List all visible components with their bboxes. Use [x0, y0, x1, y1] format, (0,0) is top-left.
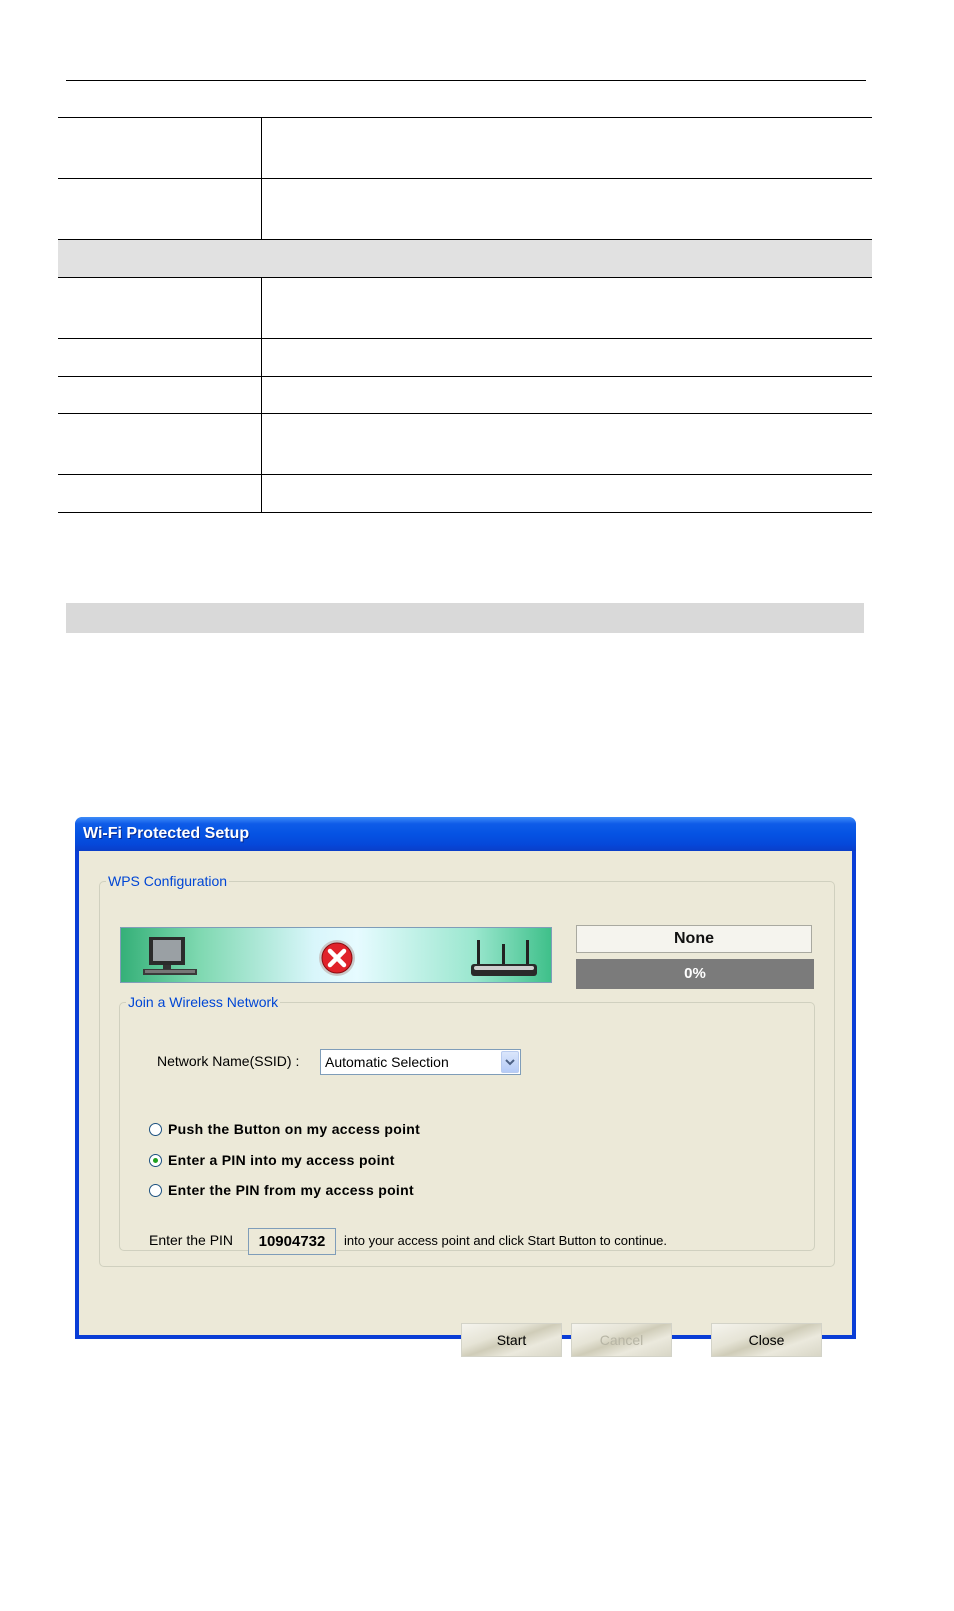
cancel-button[interactable]: Cancel: [571, 1323, 672, 1357]
table-row: [58, 118, 872, 179]
ssid-select[interactable]: [320, 1049, 521, 1075]
wps-configuration-label: WPS Configuration: [108, 873, 228, 889]
pin-instruction-text: into your access point and click Start Button to continue.: [344, 1233, 668, 1248]
pin-value-display: 10904732: [248, 1228, 336, 1255]
computer-icon: [143, 936, 199, 978]
radio-enter-pin-from-ap-option[interactable]: [149, 1181, 414, 1199]
table-row: [58, 339, 872, 377]
radio-enter-pin-into-ap-label: Enter a PIN into my access point: [168, 1152, 395, 1168]
wps-state-display: None: [576, 925, 812, 953]
table-section-row: [58, 240, 872, 278]
radio-enter-pin-from-ap-label: Enter the PIN from my access point: [168, 1182, 414, 1198]
wps-dialog: [75, 817, 856, 1348]
radio-enter-pin-from-ap[interactable]: [149, 1184, 162, 1197]
table-row: [58, 278, 872, 339]
radio-enter-pin-into-ap[interactable]: [149, 1154, 162, 1167]
dropdown-arrow-button[interactable]: [501, 1051, 519, 1073]
radio-push-button-label: Push the Button on my access point: [168, 1121, 421, 1137]
router-icon: [469, 936, 539, 978]
ssid-label: Network Name(SSID) :: [157, 1053, 300, 1069]
dialog-client-area: [79, 851, 852, 1348]
table-row: [58, 475, 872, 513]
dropdown-arrow-icon: [502, 1052, 518, 1072]
join-wireless-network-label: Join a Wireless Network: [128, 994, 279, 1010]
radio-push-button-option[interactable]: [149, 1120, 420, 1138]
page-header-rule: [66, 80, 866, 81]
radio-enter-pin-into-ap-option[interactable]: [149, 1151, 395, 1169]
table-row: [58, 377, 872, 414]
ssid-selected-value: Automatic Selection: [325, 1054, 449, 1070]
document-table: [58, 117, 872, 513]
connection-failed-icon: [317, 938, 357, 978]
section-heading-bar: [66, 603, 864, 633]
dialog-titlebar[interactable]: [75, 817, 856, 851]
wps-progress-bar: 0%: [576, 959, 814, 989]
close-button[interactable]: Close: [711, 1323, 822, 1357]
dialog-title: Wi-Fi Protected Setup: [83, 825, 250, 842]
pin-prefix-label: Enter the PIN: [149, 1232, 234, 1248]
radio-push-button[interactable]: [149, 1123, 162, 1136]
table-row: [58, 179, 872, 240]
start-button[interactable]: Start: [461, 1323, 562, 1357]
connection-status-graphic: [120, 927, 552, 983]
table-row: [58, 414, 872, 475]
